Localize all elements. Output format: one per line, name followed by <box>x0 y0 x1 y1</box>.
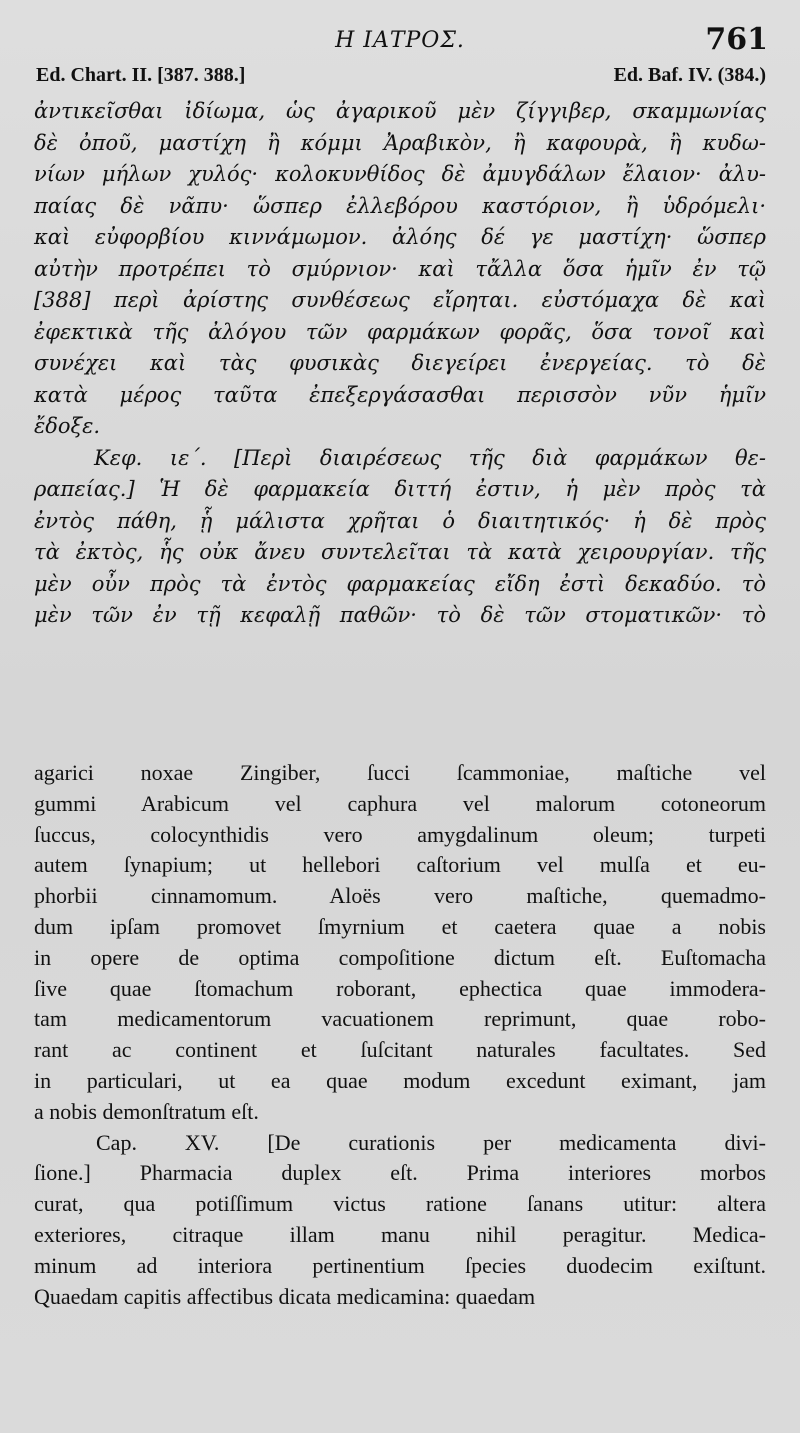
greek-text-block <box>34 96 766 632</box>
greek-line: ἔδοξε. <box>34 414 101 438</box>
latin-line: ſive quae ſtomachum roborant, ephectica quae immodera- <box>34 975 766 1001</box>
greek-chapter-heading-line: Κεφ. ιε΄. [Περὶ διαιρέσεως τῆς διὰ φαρμάκων θε- <box>94 445 766 470</box>
latin-line: in opere de optima compoſitione dictum eſt. Euſtomacha <box>34 944 766 970</box>
latin-line: tam medicamentorum vacuationem reprimunt, quae robo- <box>34 1006 766 1032</box>
greek-line: μὲν τῶν ἐν τῇ κεφαλῇ παθῶν· τὸ δὲ τῶν στοματικῶν· τὸ <box>34 603 766 627</box>
greek-line: παίας δὲ νᾶπυ· ὥσπερ ἐλλεβόρου καστόριον, ἢ ὑδρόμελι· <box>34 193 766 218</box>
greek-line: συνέχει καὶ τὰς φυσικὰς διεγείρει ἐνεργείας. τὸ δὲ <box>34 351 766 375</box>
greek-line: τὰ ἐκτὸς, ἧς οὐκ ἄνευ συντελεῖται τὰ κατὰ χειρουργίαν. τῆς <box>34 540 766 564</box>
latin-line: autem ſynapium; ut hellebori caſtorium vel mulſa et eu- <box>34 852 766 878</box>
latin-line: ſione.] Pharmacia duplex eſt. Prima interiores morbos <box>34 1160 766 1186</box>
greek-line: νίων μήλων χυλός· κολοκυνθίδος δὲ ἀμυγδάλων ἔλαιον· ἀλυ- <box>34 162 766 186</box>
greek-line: [388] περὶ ἀρίστης συνθέσεως εἴρηται. εὐστόμαχα δὲ καὶ <box>34 288 766 312</box>
greek-line: ἀντικεῖσθαι ἰδίωμα, ὡς ἀγαρικοῦ μὲν ζίγγιβερ, σκαμμωνίας <box>34 99 766 123</box>
latin-line: phorbii cinnamomum. Aloës vero maſtiche, quemadmo- <box>34 883 766 909</box>
greek-line: μὲν οὖν πρὸς τὰ ἐντὸς φαρμακείας εἴδη ἐστὶ δεκαδύο. τὸ <box>34 571 766 596</box>
greek-line: δὲ ὀποῦ, μαστίχη ἢ κόμμι Ἀραβικὸν, ἢ καφουρὰ, ἢ κυδω- <box>34 130 766 155</box>
page-number: 761 <box>705 22 768 57</box>
greek-line: καὶ εὐφορβίου κιννάμωμον. ἀλόης δέ γε μαστίχη· ὥσπερ <box>34 225 766 249</box>
latin-text-block <box>34 758 766 1312</box>
latin-line: curat, qua potiſſimum victus ratione ſanans utitur: altera <box>34 1191 766 1217</box>
latin-line: agarici noxae Zingiber, ſucci ſcammoniae, maſtiche vel <box>34 760 766 785</box>
greek-line: αὐτὴν προτρέπει τὸ σμύρνιον· καὶ τἄλλα ὅσα ἡμῖν ἐν τῷ <box>34 256 766 281</box>
greek-line: ραπείας.] Ἡ δὲ φαρμακεία διττή ἐστιν, ἡ μὲν πρὸς τὰ <box>34 477 766 501</box>
latin-line: ſuccus, colocynthidis vero amygdalinum oleum; turpeti <box>34 821 766 847</box>
latin-line: in particulari, ut ea quae modum excedunt eximant, jam <box>34 1067 766 1093</box>
greek-line: κατὰ μέρος ταῦτα ἐπεξεργάσασθαι περισσὸν νῦν ἡμῖν <box>34 382 766 407</box>
running-title: Η ΙΑΤΡΟΣ. <box>335 28 465 53</box>
latin-line: gummi Arabicum vel caphura vel malorum cotoneorum <box>34 790 766 816</box>
greek-line: ἐντὸς πάθη, ᾗ μάλιστα χρῆται ὁ διαιτητικός· ἡ δὲ πρὸς <box>34 508 766 533</box>
latin-line: minum ad interiora pertinentium ſpecies duodecim exiſtunt. <box>34 1252 766 1278</box>
latin-line: a nobis demonſtratum eſt. <box>34 1098 259 1124</box>
edition-chart-reference: Ed. Chart. II. [387. 388.] <box>36 64 246 86</box>
latin-chapter-heading-line: Cap. XV. [De curationis per medicamenta divi- <box>96 1129 766 1155</box>
latin-line: rant ac continent et ſuſcitant naturales facultates. Sed <box>34 1037 766 1063</box>
latin-line: Quaedam capitis affectibus dicata medicamina: quaedam <box>34 1283 536 1309</box>
latin-line: dum ipſam promovet ſmyrnium et caetera quae a nobis <box>34 913 766 939</box>
greek-line: ἐφεκτικὰ τῆς ἀλόγου τῶν φαρμάκων φορᾶς, ὅσα τονοῖ καὶ <box>34 319 766 344</box>
edition-basel-reference: Ed. Baf. IV. (384.) <box>613 64 766 86</box>
edition-reference-line <box>36 64 766 92</box>
latin-line: exteriores, citraque illam manu nihil peragitur. Medica- <box>34 1221 766 1247</box>
